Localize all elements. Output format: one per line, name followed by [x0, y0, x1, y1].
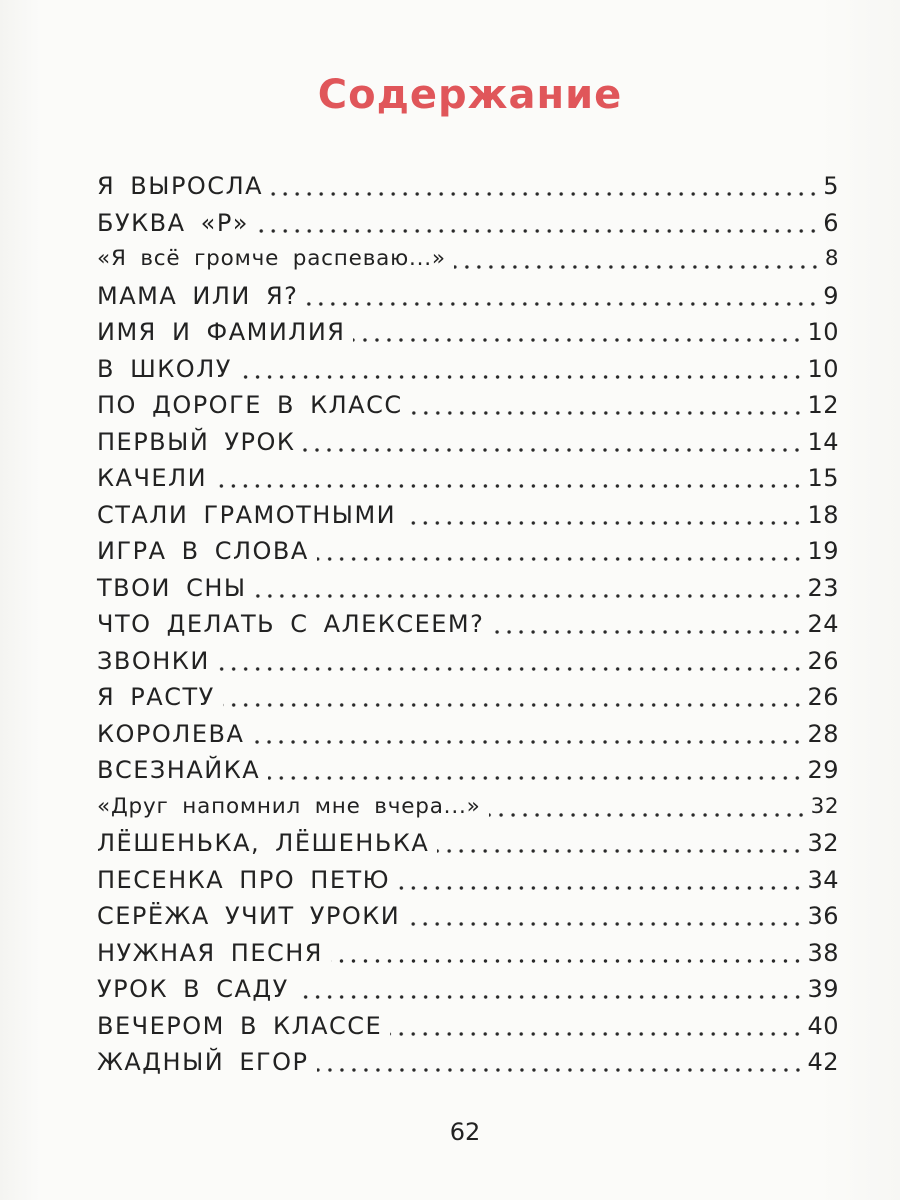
- toc-entry-title: ВСЕЗНАЙКА: [97, 756, 261, 784]
- toc-entry-page: 18: [807, 500, 839, 529]
- toc-entry-title: НУЖНАЯ ПЕСНЯ: [97, 938, 323, 967]
- dot-leader: [398, 886, 803, 890]
- dot-leader: [257, 229, 819, 233]
- toc-entry-title: ИГРА В СЛОВА: [97, 537, 309, 565]
- toc-entry-title: Я ВЫРОСЛА: [97, 172, 264, 200]
- toc-entry-title: В ШКОЛУ: [97, 354, 232, 383]
- toc-entry-title: ЗВОНКИ: [97, 646, 210, 675]
- dot-leader: [271, 192, 819, 196]
- dot-leader: [306, 302, 819, 306]
- dot-leader: [297, 995, 804, 999]
- toc-entry-title: БУКВА «Р»: [97, 208, 249, 237]
- toc-entry: [97, 241, 839, 278]
- dot-leader: [454, 265, 821, 269]
- dot-leader: [390, 1032, 803, 1036]
- table-of-contents: [97, 168, 839, 1081]
- toc-entry-title: «Я всё громче распеваю...»: [97, 246, 446, 271]
- toc-entry: [97, 570, 839, 607]
- toc-entry: [97, 314, 839, 351]
- dot-leader: [411, 411, 804, 415]
- toc-entry-title: «Друг напомнил мне вчера...»: [97, 793, 481, 819]
- dot-leader: [223, 703, 804, 707]
- toc-entry-page: 23: [807, 573, 839, 602]
- toc-entry: [97, 643, 839, 680]
- toc-entry-page: 10: [807, 354, 839, 383]
- toc-entry: [97, 351, 839, 388]
- dot-leader: [240, 375, 804, 379]
- dot-leader: [404, 521, 803, 525]
- toc-entry: [97, 460, 839, 497]
- dot-leader: [215, 484, 803, 488]
- toc-entry: [97, 387, 839, 424]
- dot-leader: [317, 1068, 804, 1072]
- toc-entry: [97, 862, 839, 899]
- toc-entry-title: ТВОИ СНЫ: [97, 573, 247, 602]
- toc-entry-page: 40: [807, 1011, 839, 1040]
- toc-entry: [97, 971, 839, 1008]
- toc-entry-page: 8: [824, 246, 839, 271]
- toc-entry-title: ИМЯ И ФАМИЛИЯ: [97, 318, 346, 346]
- toc-entry-page: 26: [807, 646, 839, 675]
- toc-entry-title: МАМА ИЛИ Я?: [97, 281, 299, 310]
- toc-entry-title: КОРОЛЕВА: [97, 719, 245, 748]
- toc-entry: [97, 424, 839, 461]
- toc-entry-title: ПО ДОРОГЕ В КЛАСС: [97, 391, 403, 419]
- page-number: 62: [449, 1118, 481, 1146]
- dot-leader: [252, 740, 803, 744]
- toc-entry-title: ПЕСЕНКА ПРО ПЕТЮ: [97, 865, 391, 894]
- toc-entry-page: 19: [807, 537, 839, 565]
- toc-entry-page: 28: [807, 719, 839, 748]
- toc-entry-page: 36: [807, 902, 839, 930]
- toc-entry: [97, 935, 839, 972]
- page-title: Содержание: [317, 72, 623, 118]
- toc-entry-title: Я РАСТУ: [97, 683, 215, 711]
- toc-entry-page: 10: [807, 318, 839, 346]
- toc-entry: [97, 497, 839, 534]
- toc-entry-title: ПЕРВЫЙ УРОК: [97, 427, 296, 456]
- dot-leader: [218, 667, 804, 671]
- toc-entry-title: СЕРЁЖА УЧИТ УРОКИ: [97, 902, 401, 930]
- toc-entry-page: 39: [807, 975, 839, 1003]
- toc-entry: [97, 606, 839, 643]
- toc-entry: [97, 278, 839, 315]
- toc-entry-page: 32: [807, 829, 839, 857]
- dot-leader: [489, 813, 807, 817]
- toc-entry-page: 34: [807, 865, 839, 894]
- dot-leader: [303, 448, 803, 452]
- toc-entry-page: 6: [823, 208, 839, 237]
- toc-entry-page: 5: [823, 172, 839, 200]
- toc-entry: [97, 1008, 839, 1045]
- toc-entry-page: 42: [807, 1048, 839, 1076]
- toc-entry: [97, 1044, 839, 1081]
- toc-entry-page: 15: [807, 464, 839, 492]
- toc-entry-title: ЛЁШЕНЬКА, ЛЁШЕНЬКА: [97, 829, 430, 857]
- toc-entry: [97, 789, 839, 826]
- dot-leader: [492, 630, 803, 634]
- toc-entry-title: ЖАДНЫЙ ЕГОР: [97, 1048, 309, 1076]
- dot-leader: [353, 338, 803, 342]
- dot-leader: [437, 849, 803, 853]
- toc-entry: [97, 205, 839, 242]
- dot-leader: [317, 557, 804, 561]
- dot-leader: [331, 959, 803, 963]
- toc-entry-page: 26: [807, 683, 839, 711]
- toc-entry-page: 29: [807, 756, 839, 784]
- toc-entry-title: ЧТО ДЕЛАТЬ С АЛЕКСЕЕМ?: [97, 610, 485, 638]
- dot-leader: [408, 922, 803, 926]
- toc-entry-title: ВЕЧЕРОМ В КЛАССЕ: [97, 1011, 383, 1040]
- toc-entry: [97, 168, 839, 205]
- toc-entry-page: 9: [823, 281, 839, 310]
- toc-entry-title: СТАЛИ ГРАМОТНЫМИ: [97, 500, 397, 529]
- toc-entry-page: 24: [807, 610, 839, 638]
- toc-entry: [97, 752, 839, 789]
- toc-entry-page: 12: [807, 391, 839, 419]
- dot-leader: [268, 776, 803, 780]
- toc-entry-page: 32: [810, 793, 839, 819]
- toc-entry-title: КАЧЕЛИ: [97, 464, 208, 492]
- toc-entry: [97, 825, 839, 862]
- toc-entry: [97, 533, 839, 570]
- toc-entry: [97, 716, 839, 753]
- dot-leader: [255, 594, 804, 598]
- toc-entry-page: 14: [807, 427, 839, 456]
- toc-entry: [97, 898, 839, 935]
- toc-entry: [97, 679, 839, 716]
- toc-entry-title: УРОК В САДУ: [97, 975, 289, 1003]
- toc-entry-page: 38: [807, 938, 839, 967]
